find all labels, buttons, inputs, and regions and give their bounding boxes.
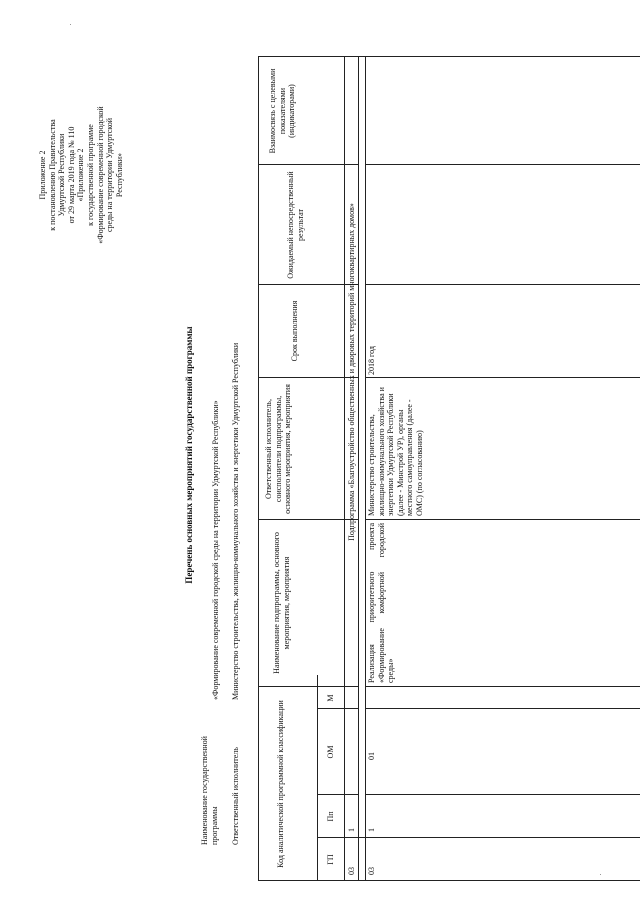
header-deadline: Срок выполнения [290, 300, 299, 362]
subprogram-pp: 1 [347, 828, 356, 832]
appendix-line: Республики» [114, 152, 124, 198]
row-name: Реализация приоритетного проекта «Формирование комфортной городской среды» [367, 523, 396, 683]
appendix-line: «Формирование современной городской [95, 106, 105, 244]
appendix-line: «Приложение 2 [76, 148, 86, 202]
row-responsible: Министерство строительства, жилищно-коммунального хозяйства и энергетики Удмуртской Республики (далее - Минстрой УР), органы местного самоуправления (далее - ОМС) (по согласованию) [367, 387, 424, 516]
header-m: М [326, 694, 335, 702]
header-link: Взаимосвязь с целевыми показателями (индикаторами) [268, 68, 297, 154]
header-om: ОМ [326, 745, 335, 759]
document-title: Перечень основных мероприятий государственной программы [184, 326, 194, 584]
row-om: 01 [367, 752, 376, 760]
appendix-line: к постановлению Правительства [47, 119, 57, 231]
appendix-line: от 29 марта 2019 года № 110 [66, 126, 76, 224]
appendix-line: Удмуртской Республики [57, 133, 67, 217]
subprogram-title: Подпрограмма «Благоустройство общественных и дворовых территорий многоквартирных домов» [347, 203, 356, 541]
row-pp: 1 [367, 828, 376, 832]
header-code-group: Код аналитической программной классификации [276, 700, 285, 868]
appendix-line: к государственной программе [85, 124, 95, 226]
scan-speck [70, 24, 71, 25]
header-gp: ГП [326, 854, 335, 865]
row-gp: 03 [367, 867, 376, 875]
header-result: Ожидаемый непосредственный результат [286, 171, 305, 279]
row-deadline: 2018 год [367, 346, 376, 375]
executor-value: Министерство строительства, жилищно-коммунального хозяйства и энергетики Удмуртской Республики [231, 342, 240, 700]
program-label: Наименование государственной программы [200, 736, 219, 845]
header-pp: Пп [326, 811, 335, 822]
executor-label: Ответственный исполнитель [231, 747, 240, 845]
subprogram-gp: 03 [347, 867, 356, 875]
scan-speck [600, 874, 601, 875]
header-responsible: Ответственный исполнитель, соисполнители подпрограммы, основного мероприятия, мероприятия [264, 384, 293, 514]
program-value: «Формирование современной городской среды на территории Удмуртской Республики» [211, 400, 220, 700]
header-name: Наименование подпрограммы, основного мероприятия, мероприятия [272, 532, 291, 674]
appendix-line: Приложение 2 [38, 150, 47, 200]
appendix-note [38, 90, 124, 260]
appendix-line: среды на территории Удмуртской [105, 117, 115, 233]
